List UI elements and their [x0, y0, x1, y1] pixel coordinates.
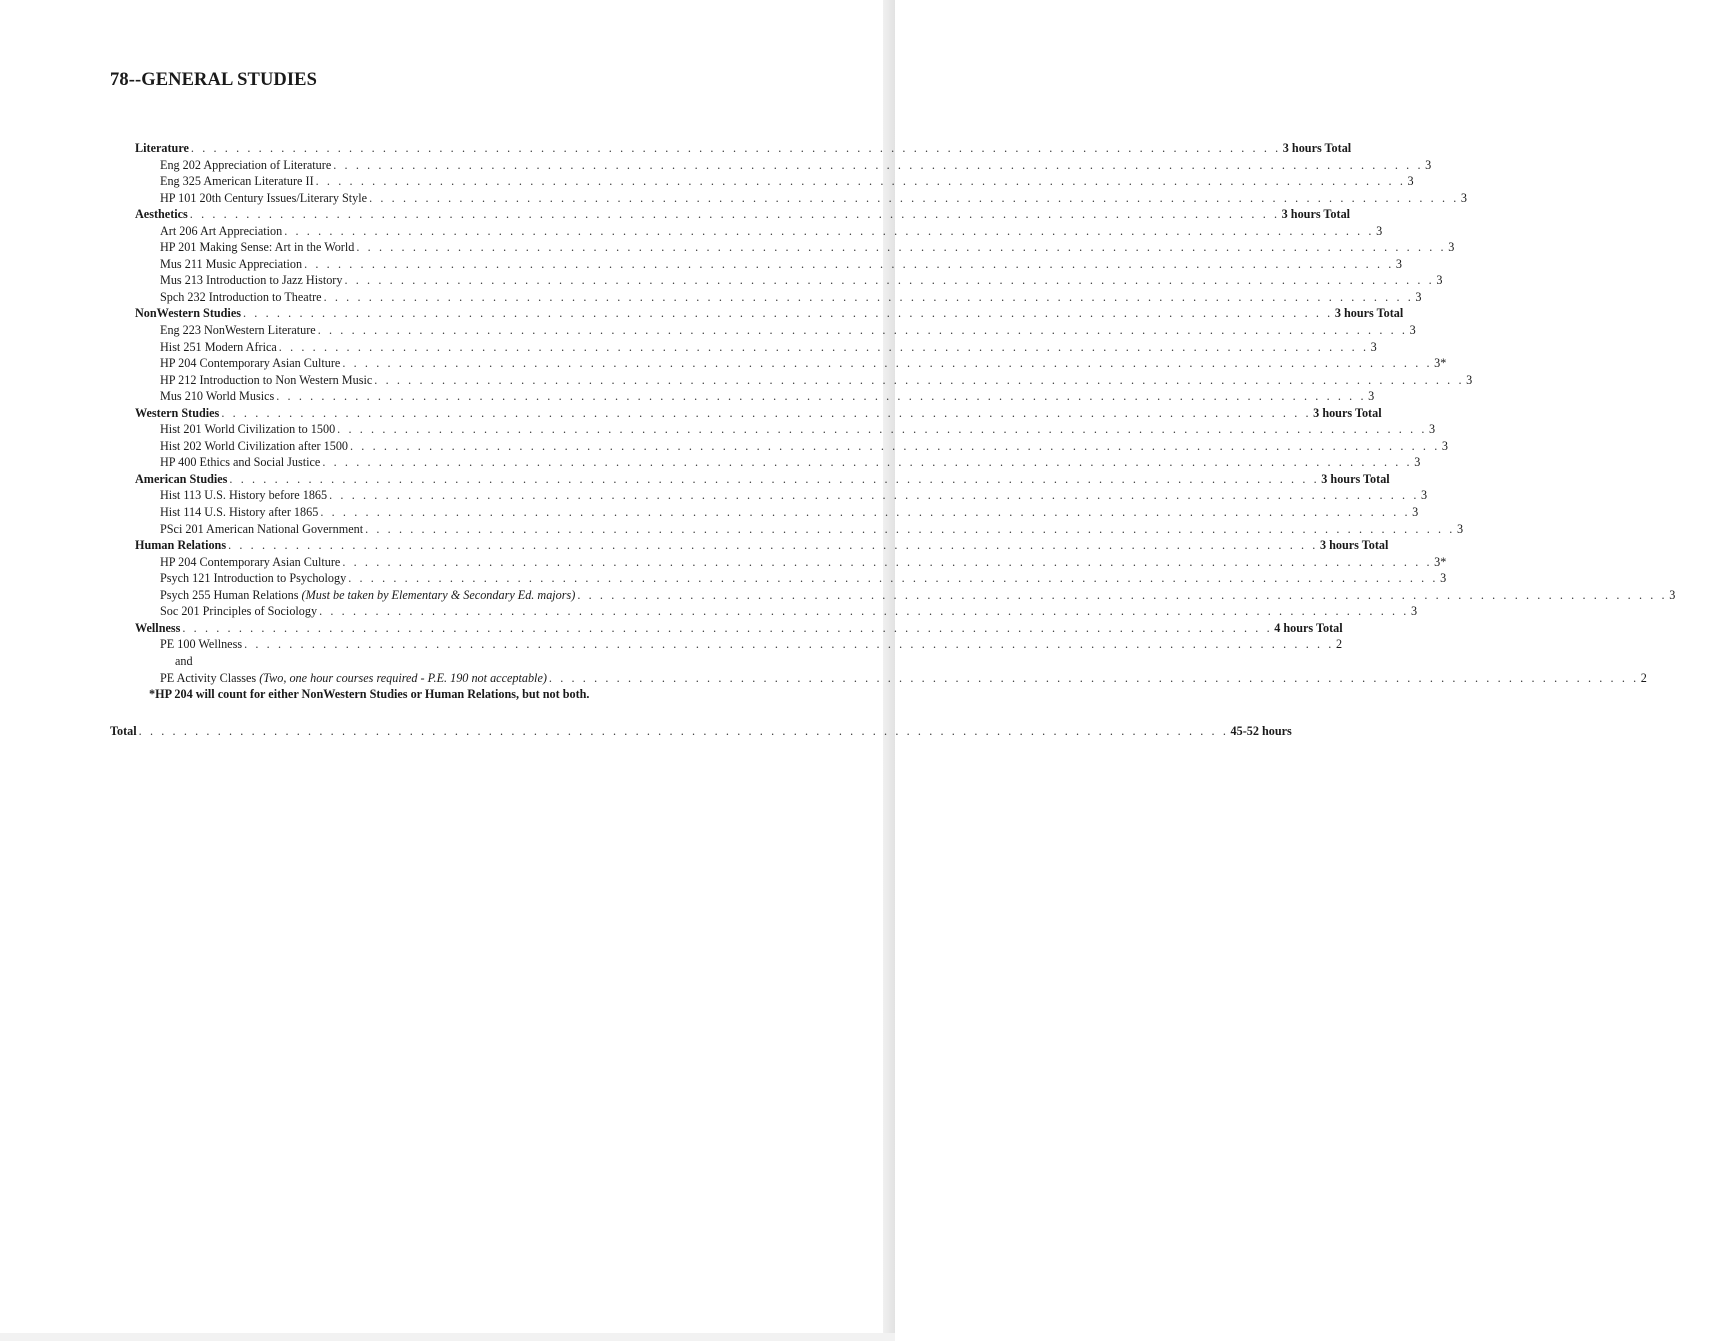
course-row — [135, 587, 1676, 604]
course-label — [160, 239, 354, 256]
course-name: Hist 113 U.S. History before 1865 — [160, 488, 328, 503]
course-credits: 3 — [1441, 438, 1448, 453]
course-row — [135, 239, 1455, 256]
course-label — [160, 322, 316, 339]
section-heading — [135, 140, 1352, 157]
section-hours: 3 hours Total — [1321, 471, 1390, 486]
dot-leader: . . . . . . . . . . . . . . . . . . . . . . . . . . . . . . . . . . . . . . . . . . . . . . . . . . . . . . . . . . . . . . . . . . . . . . . . . . . . . . . . . . . . . . . . . . . . . . . . . — [548, 670, 1639, 685]
course-credits: 3 — [1415, 289, 1422, 304]
course-name: HP 400 Ethics and Social Justice — [160, 455, 321, 470]
course-name: Psych 255 Human Relations — [160, 587, 299, 602]
course-label — [160, 190, 367, 207]
course-row — [135, 173, 1414, 190]
dot-leader: . . . . . . . . . . . . . . . . . . . . . . . . . . . . . . . . . . . . . . . . . . . . . . . . . . . . . . . . . . . . . . . . . . . . . . . . . . . . . . . . . . . . . . . . . . . . . . . . . — [242, 306, 1333, 321]
course-credits: 3 — [1368, 389, 1375, 404]
course-name: Art 206 Art Appreciation — [160, 223, 283, 238]
page-bottom-edge — [0, 1333, 895, 1341]
course-credits: 3* — [1434, 554, 1447, 569]
dot-leader: . . . . . . . . . . . . . . . . . . . . . . . . . . . . . . . . . . . . . . . . . . . . . . . . . . . . . . . . . . . . . . . . . . . . . . . . . . . . . . . . . . . . . . . . . . . . . . . . . — [221, 405, 1312, 420]
course-row — [135, 438, 1448, 455]
course-credits: 2 — [1640, 670, 1647, 685]
course-label — [160, 256, 302, 273]
dot-leader: . . . . . . . . . . . . . . . . . . . . . . . . . . . . . . . . . . . . . . . . . . . . . . . . . . . . . . . . . . . . . . . . . . . . . . . . . . . . . . . . . . . . . . . . . . . . . . . . . — [317, 323, 1408, 338]
course-credits: 3 — [1407, 174, 1414, 189]
course-credits: 3 — [1376, 223, 1383, 238]
course-label — [160, 670, 547, 687]
course-credits: 3 — [1466, 372, 1473, 387]
course-row — [135, 289, 1422, 306]
dot-leader: . . . . . . . . . . . . . . . . . . . . . . . . . . . . . . . . . . . . . . . . . . . . . . . . . . . . . . . . . . . . . . . . . . . . . . . . . . . . . . . . . . . . . . . . . . . . . . . . . — [284, 223, 1375, 238]
course-row — [135, 256, 1403, 273]
section-heading — [135, 206, 1351, 223]
total-label: Total — [110, 724, 137, 738]
course-credits: 3 — [1669, 587, 1676, 602]
course-label — [160, 355, 340, 372]
dot-leader: . . . . . . . . . . . . . . . . . . . . . . . . . . . . . . . . . . . . . . . . . . . . . . . . . . . . . . . . . . . . . . . . . . . . . . . . . . . . . . . . . . . . . . . . . . . . . . . . . — [319, 604, 1409, 619]
course-name: Mus 213 Introduction to Jazz History — [160, 273, 343, 288]
dot-leader: . . . . . . . . . . . . . . . . . . . . . . . . . . . . . . . . . . . . . . . . . . . . . . . . . . . . . . . . . . . . . . . . . . . . . . . . . . . . . . . . . . . . . . . . . . . . . . . . . — [342, 554, 1433, 569]
course-name: Spch 232 Introduction to Theatre — [160, 289, 322, 304]
section-hours: 3 hours Total — [1319, 538, 1389, 553]
dot-leader: . . . . . . . . . . . . . . . . . . . . . . . . . . . . . . . . . . . . . . . . . . . . . . . . . . . . . . . . . . . . . . . . . . . . . . . . . . . . . . . . . . . . . . . . . . . . . . . . . — [342, 356, 1433, 371]
section-heading — [135, 537, 1389, 554]
course-name: Mus 210 World Musics — [160, 389, 275, 404]
course-name: Hist 202 World Civilization after 1500 — [160, 438, 349, 453]
section-hours: 3 hours Total — [1334, 306, 1404, 321]
section-heading — [135, 620, 1343, 637]
course-name: HP 204 Contemporary Asian Culture — [160, 554, 341, 569]
dot-leader: . . . . . . . . . . . . . . . . . . . . . . . . . . . . . . . . . . . . . . . . . . . . . . . . . . . . . . . . . . . . . . . . . . . . . . . . . . . . . . . . . . . . . . . . . . . . . . . . . — [322, 455, 1413, 470]
course-label — [160, 272, 342, 289]
course-label — [160, 454, 320, 471]
dot-leader: . . . . . . . . . . . . . . . . . . . . . . . . . . . . . . . . . . . . . . . . . . . . . . . . . . . . . . . . . . . . . . . . . . . . . . . . . . . . . . . . . . . . . . . . . . . . . . . . . — [244, 637, 1334, 652]
course-label — [160, 173, 314, 190]
section-title: NonWestern Studies — [135, 306, 241, 321]
course-name: Hist 114 U.S. History after 1865 — [160, 505, 319, 520]
course-name: Hist 201 World Civilization to 1500 — [160, 422, 336, 437]
course-label — [160, 570, 346, 587]
dot-leader: . . . . . . . . . . . . . . . . . . . . . . . . . . . . . . . . . . . . . . . . . . . . . . . . . . . . . . . . . . . . . . . . . . . . . . . . . . . . . . . . . . . . . . . . . . . . . . . . . — [350, 438, 1440, 453]
course-row — [135, 554, 1447, 571]
section-hours: 3 hours Total — [1281, 207, 1351, 222]
course-credits: 3 — [1429, 422, 1436, 437]
dot-leader: . . . . . . . . . . . . . . . . . . . . . . . . . . . . . . . . . . . . . . . . . . . . . . . . . . . . . . . . . . . . . . . . . . . . . . . . . . . . . . . . . . . . . . . . . . . . . . . . . — [229, 471, 1320, 486]
section-title: Aesthetics — [135, 207, 188, 222]
course-label — [160, 487, 327, 504]
course-row — [135, 504, 1419, 521]
course-name: HP 204 Contemporary Asian Culture — [160, 356, 341, 371]
total-hours: 45-52 hours — [1230, 724, 1292, 738]
course-row — [135, 223, 1383, 240]
course-label — [160, 339, 277, 356]
course-row — [135, 372, 1473, 389]
footnote: *HP 204 will count for either NonWestern Studies or Human Relations, but not both. — [149, 687, 590, 702]
course-name: Mus 211 Music Appreciation — [160, 256, 303, 271]
dot-leader: . . . . . . . . . . . . . . . . . . . . . . . . . . . . . . . . . . . . . . . . . . . . . . . . . . . . . . . . . . . . . . . . . . . . . . . . . . . . . . . . . . . . . . . . . . . . . . . . . — [369, 190, 1459, 205]
course-name: PE 100 Wellness — [160, 637, 243, 652]
course-credits: 3 — [1395, 256, 1403, 271]
dot-leader: . . . . . . . . . . . . . . . . . . . . . . . . . . . . . . . . . . . . . . . . . . . . . . . . . . . . . . . . . . . . . . . . . . . . . . . . . . . . . . . . . . . . . . . . . . . . . . . . . — [344, 273, 1435, 288]
section-hours: 3 hours Total — [1313, 405, 1382, 420]
course-name: Eng 325 American Literature II — [160, 174, 314, 189]
course-credits: 3 — [1460, 190, 1468, 205]
dot-leader: . . . . . . . . . . . . . . . . . . . . . . . . . . . . . . . . . . . . . . . . . . . . . . . . . . . . . . . . . . . . . . . . . . . . . . . . . . . . . . . . . . . . . . . . . . . . . . . . . — [356, 240, 1447, 255]
course-credits: 3 — [1440, 571, 1447, 586]
dot-leader: . . . . . . . . . . . . . . . . . . . . . . . . . . . . . . . . . . . . . . . . . . . . . . . . . . . . . . . . . . . . . . . . . . . . . . . . . . . . . . . . . . . . . . . . . . . . . . . . . — [190, 141, 1281, 155]
course-label — [160, 636, 242, 653]
course-name: Psych 121 Introduction to Psychology — [160, 571, 347, 586]
section-heading — [135, 305, 1404, 322]
course-row — [135, 355, 1447, 372]
dot-leader: . . . . . . . . . . . . . . . . . . . . . . . . . . . . . . . . . . . . . . . . . . . . . . . . . . . . . . . . . . . . . . . . . . . . . . . . . . . . . . . . . . . . . . . . . . . . . . . . . — [182, 620, 1273, 635]
course-row — [135, 421, 1436, 438]
course-label — [160, 521, 363, 538]
course-row — [135, 322, 1416, 339]
course-credits: 3 — [1448, 240, 1455, 255]
section-heading — [135, 471, 1390, 488]
course-note: (Must be taken by Elementary & Secondary Ed. majors) — [301, 587, 576, 602]
course-name: HP 101 20th Century Issues/Literary Style — [160, 190, 368, 205]
section-hours: 3 hours Total — [1282, 141, 1352, 155]
course-label — [160, 554, 340, 571]
course-credits: 3 — [1436, 273, 1443, 288]
dot-leader: . . . . . . . . . . . . . . . . . . . . . . . . . . . . . . . . . . . . . . . . . . . . . . . . . . . . . . . . . . . . . . . . . . . . . . . . . . . . . . . . . . . . . . . . . . . . . . . . . — [337, 422, 1428, 437]
course-name: PSci 201 American National Government — [160, 521, 364, 536]
course-row — [135, 157, 1432, 174]
dot-leader: . . . . . . . . . . . . . . . . . . . . . . . . . . . . . . . . . . . . . . . . . . . . . . . . . . . . . . . . . . . . . . . . . . . . . . . . . . . . . . . . . . . . . . . . . . . . . . . . . — [304, 256, 1394, 271]
course-credits: 3 — [1414, 455, 1421, 470]
course-name: Eng 202 Appreciation of Literature — [160, 157, 332, 172]
course-name: Soc 201 Principles of Sociology — [160, 604, 318, 619]
section-heading — [135, 405, 1382, 422]
course-credits: 3 — [1410, 604, 1418, 619]
dot-leader: . . . . . . . . . . . . . . . . . . . . . . . . . . . . . . . . . . . . . . . . . . . . . . . . . . . . . . . . . . . . . . . . . . . . . . . . . . . . . . . . . . . . . . . . . . . . . . . . . — [323, 289, 1414, 304]
dot-leader: . . . . . . . . . . . . . . . . . . . . . . . . . . . . . . . . . . . . . . . . . . . . . . . . . . . . . . . . . . . . . . . . . . . . . . . . . . . . . . . . . . . . . . . . . . . . . . . . . — [329, 488, 1419, 503]
course-credits: 3 — [1409, 323, 1416, 338]
course-credits: 3 — [1456, 521, 1464, 536]
course-row — [135, 670, 1647, 687]
section-hours: 4 hours Total — [1274, 620, 1343, 635]
dot-leader: . . . . . . . . . . . . . . . . . . . . . . . . . . . . . . . . . . . . . . . . . . . . . . . . . . . . . . . . . . . . . . . . . . . . . . . . . . . . . . . . . . . . . . . . . . . . . . . . . — [577, 587, 1668, 602]
dot-leader: . . . . . . . . . . . . . . . . . . . . . . . . . . . . . . . . . . . . . . . . . . . . . . . . . . . . . . . . . . . . . . . . . . . . . . . . . . . . . . . . . . . . . . . . . . . . . . . . . — [320, 505, 1411, 520]
requirements-list — [135, 140, 1676, 703]
course-name: PE Activity Classes — [160, 670, 257, 685]
dot-leader: . . . . . . . . . . . . . . . . . . . . . . . . . . . . . . . . . . . . . . . . . . . . . . . . . . . . . . . . . . . . . . . . . . . . . . . . . . . . . . . . . . . . . . . . . . . . . . . . . — [189, 207, 1280, 222]
course-credits: 2 — [1335, 637, 1343, 652]
course-label — [160, 587, 575, 604]
course-row — [135, 636, 1343, 653]
course-label — [160, 223, 282, 240]
course-row — [135, 190, 1468, 207]
course-credits: 3 — [1425, 157, 1432, 172]
course-row — [135, 454, 1421, 471]
course-row — [135, 603, 1418, 620]
course-name: Eng 223 NonWestern Literature — [160, 323, 316, 338]
course-name: HP 201 Making Sense: Art in the World — [160, 240, 355, 255]
course-credits: 3 — [1420, 488, 1428, 503]
connector-text: and — [175, 653, 193, 668]
course-label — [160, 603, 317, 620]
dot-leader: . . . . . . . . . . . . . . . . . . . . . . . . . . . . . . . . . . . . . . . . . . . . . . . . . . . . . . . . . . . . . . . . . . . . . . . . . . . . . . . . . . . . . . . . . . . . . . . . . — [278, 339, 1369, 354]
dot-leader: . . . . . . . . . . . . . . . . . . . . . . . . . . . . . . . . . . . . . . . . . . . . . . . . . . . . . . . . . . . . . . . . . . . . . . . . . . . . . . . . . . . . . . . . . . . . . . . . . — [374, 372, 1465, 387]
course-label — [160, 372, 372, 389]
course-label — [160, 388, 274, 405]
course-row — [135, 272, 1443, 289]
dot-leader: . . . . . . . . . . . . . . . . . . . . . . . . . . . . . . . . . . . . . . . . . . . . . . . . . . . . . . . . . . . . . . . . . . . . . . . . . . . . . . . . . . . . . . . . . . . . . . . . . — [315, 174, 1406, 189]
course-row — [135, 339, 1377, 356]
course-row — [135, 570, 1447, 587]
section-title: Wellness — [135, 620, 181, 635]
course-row — [135, 487, 1428, 504]
course-note: (Two, one hour courses required - P.E. 190 not acceptable) — [259, 670, 547, 685]
course-label — [160, 421, 335, 438]
section-title: American Studies — [135, 471, 228, 486]
dot-leader: . . . . . . . . . . . . . . . . . . . . . . . . . . . . . . . . . . . . . . . . . . . . . . . . . . . . . . . . . . . . . . . . . . . . . . . . . . . . . . . . . . . . . . . . . . . . . . . . . — [333, 157, 1424, 172]
dot-leader: . . . . . . . . . . . . . . . . . . . . . . . . . . . . . . . . . . . . . . . . . . . . . . . . . . . . . . . . . . . . . . . . . . . . . . . . . . . . . . . . . . . . . . . . . . . . . . . . . — [228, 538, 1318, 553]
section-title: Literature — [135, 141, 189, 155]
page-title: 78--GENERAL STUDIES — [110, 70, 317, 90]
course-credits: 3 — [1412, 505, 1419, 520]
section-title: Western Studies — [135, 405, 220, 420]
dot-leader: . . . . . . . . . . . . . . . . . . . . . . . . . . . . . . . . . . . . . . . . . . . . . . . . . . . . . . . . . . . . . . . . . . . . . . . . . . . . . . . . . . . . . . . . . . . . . . . . . — [348, 571, 1439, 586]
total-line — [110, 724, 1292, 741]
course-credits: 3 — [1370, 339, 1377, 354]
course-credits: 3* — [1434, 356, 1447, 371]
course-name: HP 212 Introduction to Non Western Music — [160, 372, 373, 387]
course-label — [160, 157, 331, 174]
course-row — [135, 521, 1464, 538]
course-label — [160, 289, 322, 306]
dot-leader: . . . . . . . . . . . . . . . . . . . . . . . . . . . . . . . . . . . . . . . . . . . . . . . . . . . . . . . . . . . . . . . . . . . . . . . . . . . . . . . . . . . . . . . . . . . . . . . . . — [365, 521, 1455, 536]
course-label — [160, 438, 348, 455]
section-title: Human Relations — [135, 538, 227, 553]
dot-leader: . . . . . . . . . . . . . . . . . . . . . . . . . . . . . . . . . . . . . . . . . . . . . . . . . . . . . . . . . . . . . . . . . . . . . . . . . . . . . . . . . . . . . . . . . . . . . . . . . — [276, 389, 1367, 404]
course-label — [160, 504, 318, 521]
course-row — [135, 388, 1375, 405]
dot-leader: . . . . . . . . . . . . . . . . . . . . . . . . . . . . . . . . . . . . . . . . . . . . . . . . . . . . . . . . . . . . . . . . . . . . . . . . . . . . . . . . . . . . . . . . . . . . . . . . . — [138, 724, 1229, 738]
course-name: Hist 251 Modern Africa — [160, 339, 277, 354]
